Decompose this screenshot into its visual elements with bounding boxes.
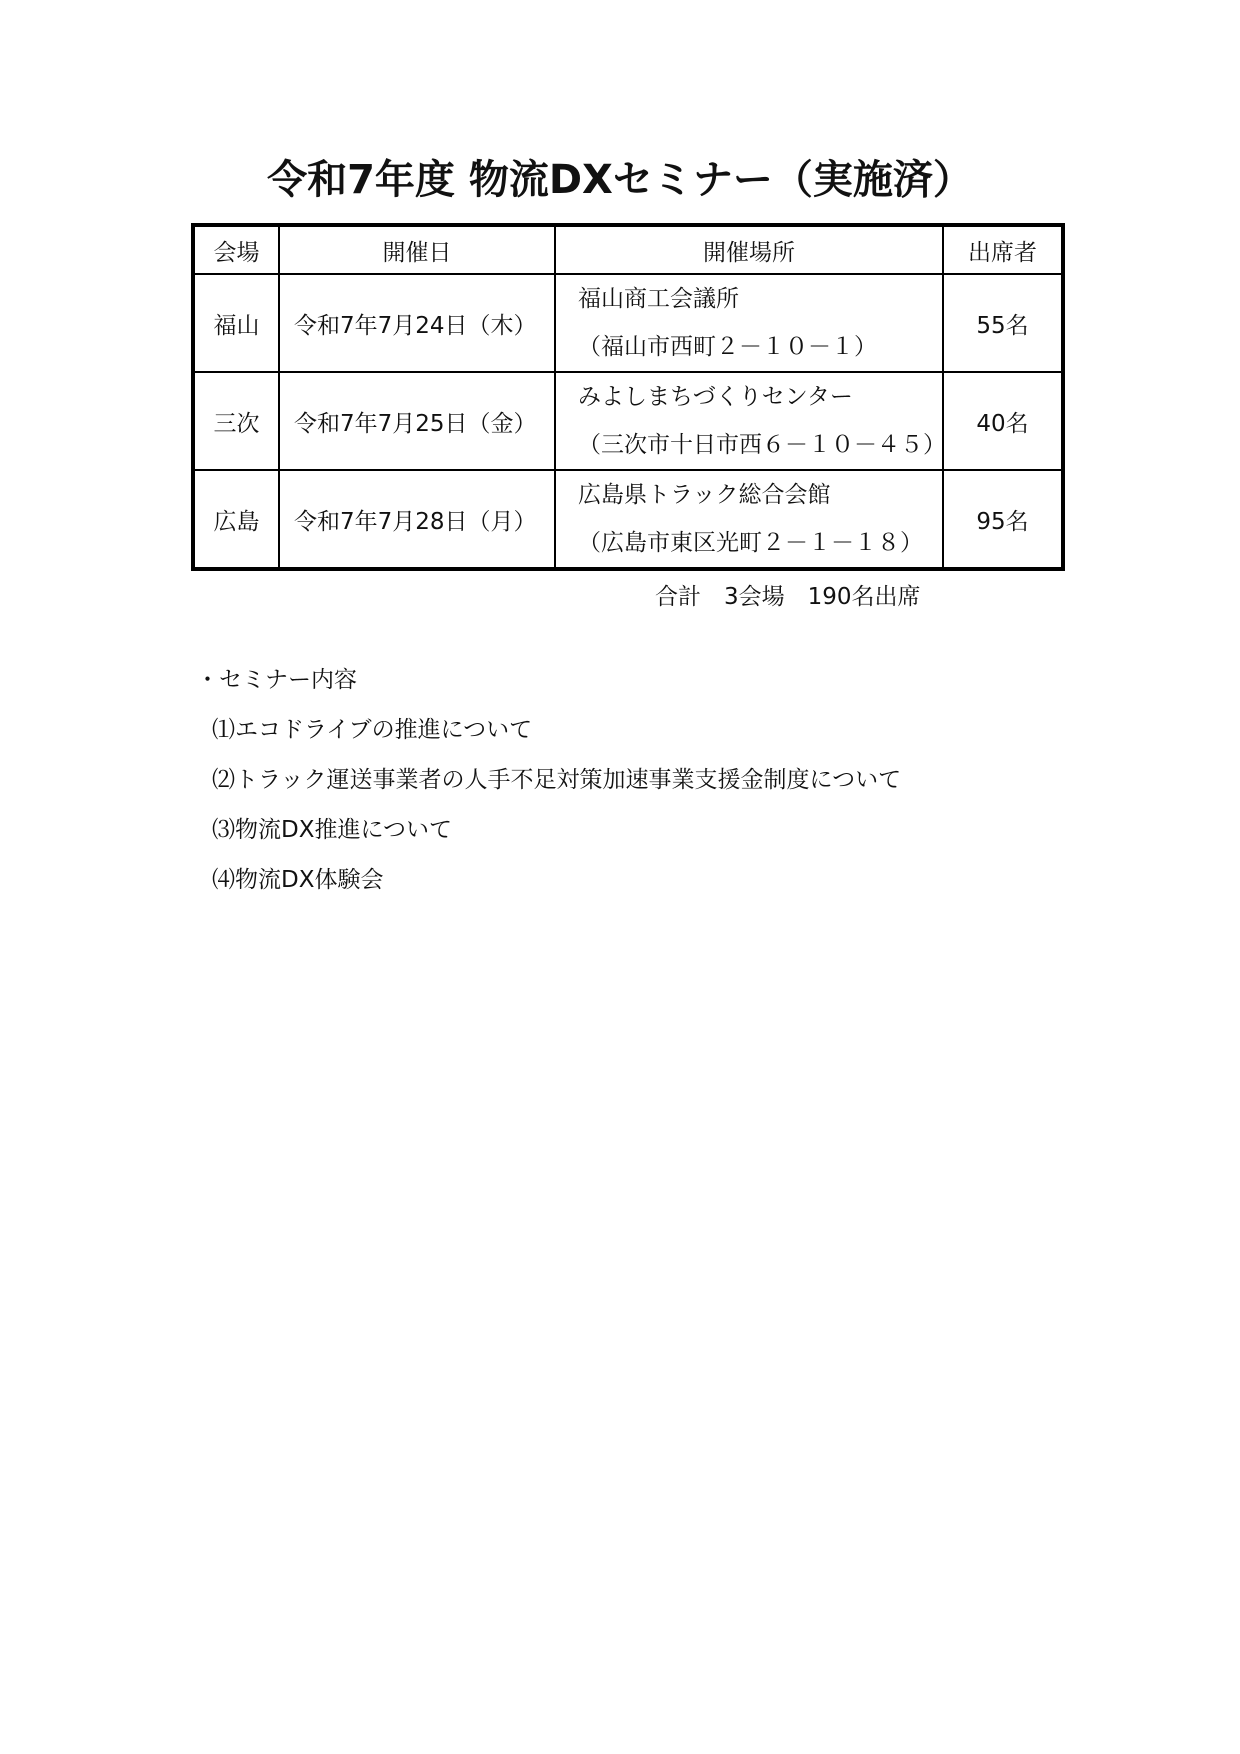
venue-cell: 福山: [193, 274, 279, 372]
list-item: ⑷物流DX体験会: [212, 867, 384, 893]
place-cell: [555, 470, 943, 569]
place-address: （三次市十日市西６－１０－４５）: [578, 432, 946, 458]
place-address: （広島市東区光町２－１－１８）: [578, 530, 923, 556]
attendees-cell: 95名: [943, 470, 1063, 569]
place-address: （福山市西町２－１０－１）: [578, 334, 877, 360]
place-cell: [555, 274, 943, 372]
attendees-cell: 40名: [943, 372, 1063, 470]
header-date: 開催日: [279, 225, 555, 274]
table-row: [193, 274, 1063, 372]
date-cell: 令和7年7月24日（木）: [279, 274, 555, 372]
table-row: [193, 470, 1063, 569]
list-item: ⑴エコドライブの推進について: [212, 717, 533, 743]
total-summary: 合計 3会場 190名出席: [655, 584, 921, 610]
list-item: ⑶物流DX推進について: [212, 817, 453, 843]
table-row: [193, 372, 1063, 470]
date-cell: 令和7年7月25日（金）: [279, 372, 555, 470]
list-item: ⑵トラック運送事業者の人手不足対策加速事業支援金制度について: [212, 767, 902, 793]
place-name: 広島県トラック総合会館: [578, 482, 831, 508]
content-list: [212, 713, 901, 913]
attendees-cell: 55名: [943, 274, 1063, 372]
header-venue: 会場: [193, 225, 279, 274]
header-place: 開催場所: [555, 225, 943, 274]
content-heading: ・セミナー内容: [196, 667, 357, 693]
place-name: 福山商工会議所: [578, 286, 739, 312]
date-cell: 令和7年7月28日（月）: [279, 470, 555, 569]
seminar-table: [191, 223, 1065, 571]
place-cell: [555, 372, 946, 470]
venue-cell: 広島: [193, 470, 279, 569]
header-attendees: 出席者: [943, 225, 1063, 274]
page-title: 令和7年度 物流DXセミナー（実施済）: [267, 157, 973, 203]
venue-cell: 三次: [193, 372, 279, 470]
table-header-row: [193, 225, 1063, 274]
place-name: みよしまちづくりセンター: [578, 384, 853, 410]
